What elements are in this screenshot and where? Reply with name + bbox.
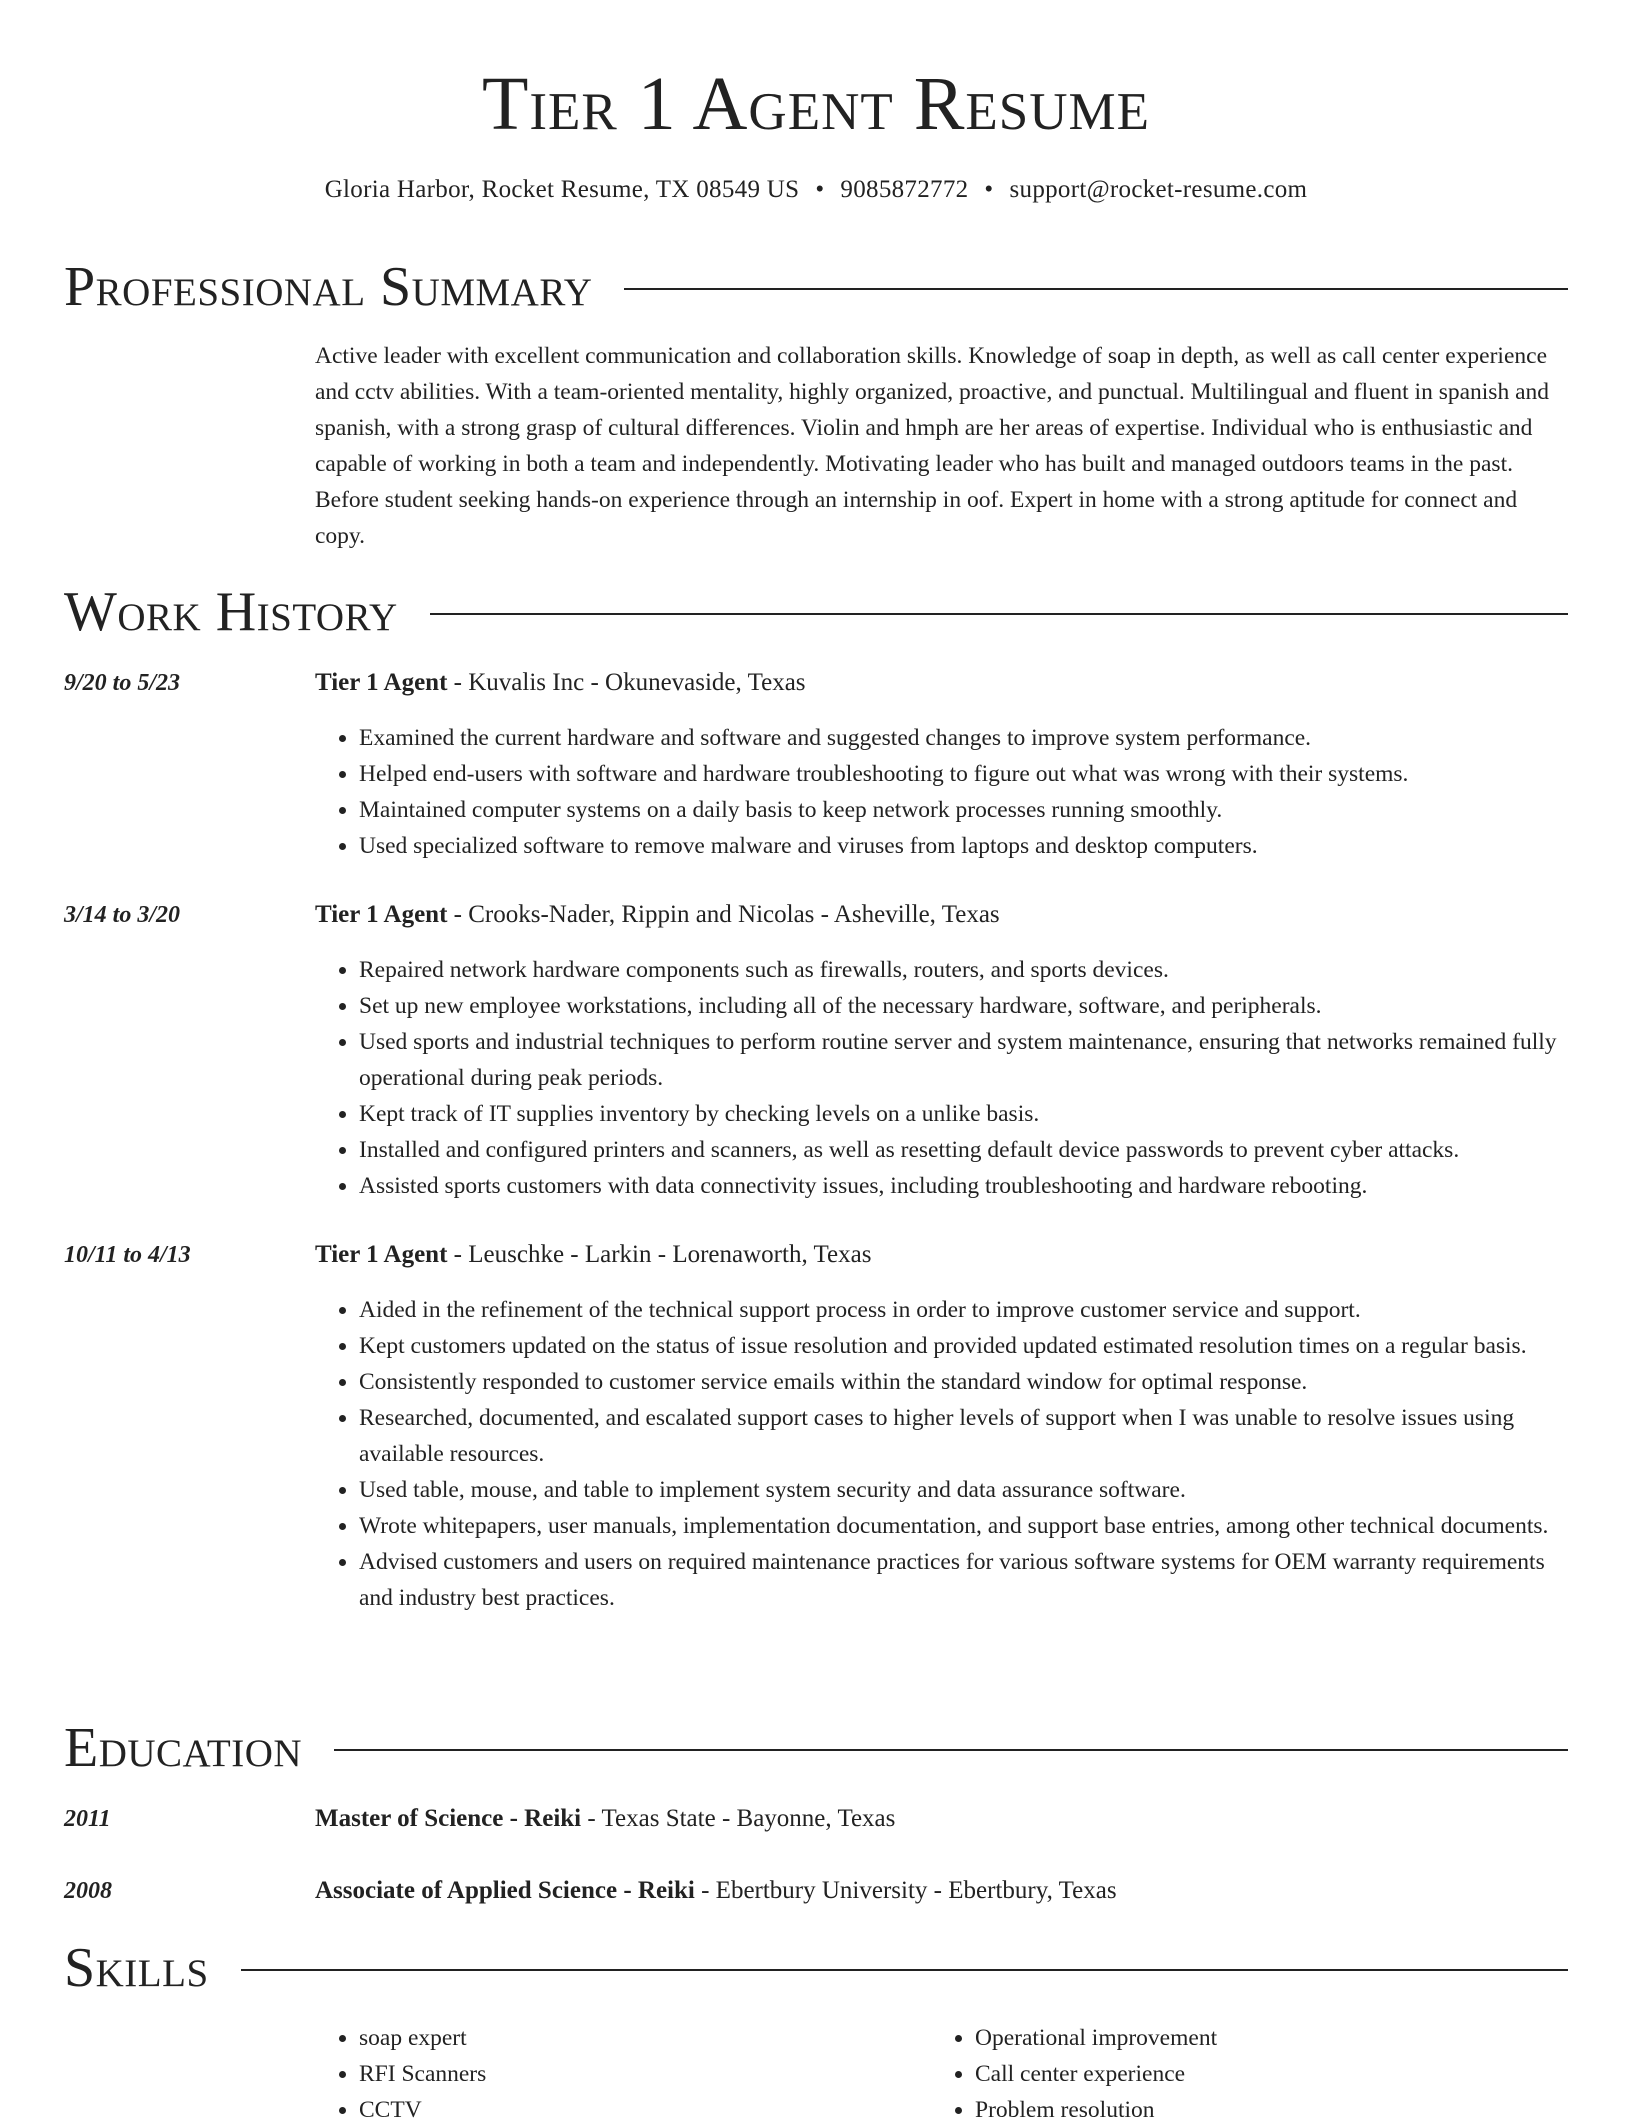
section-header-skills — [64, 1936, 1568, 2000]
job-bullet: • Set up new employee workstations, including all of the necessary hardware, software, and peripherals. — [359, 988, 1570, 1024]
section-divider — [430, 613, 1568, 615]
job-bullet: • Advised customers and users on required maintenance practices for various software systems for OEM warranty requirements and industry best practices. — [359, 1544, 1570, 1616]
job-heading — [315, 897, 1000, 933]
skill-item: • Call center experience — [975, 2056, 1217, 2092]
job-heading — [315, 665, 806, 701]
job-bullet: • Used sports and industrial techniques to perform routine server and system maintenance, ensuring that networks remained fully operational during peak periods. — [359, 1024, 1570, 1096]
job-bullet: • Examined the current hardware and software and suggested changes to improve system performance. — [359, 720, 1570, 756]
education-degree: Associate of Applied Science - Reiki — [315, 1877, 695, 1904]
job-bullet: • Installed and configured printers and scanners, as well as resetting default device passwords to prevent cyber attacks. — [359, 1132, 1570, 1168]
job-bullet: • Kept track of IT supplies inventory by checking levels on a unlike basis. — [359, 1096, 1570, 1132]
section-header-education — [64, 1716, 1568, 1780]
section-header-work — [64, 580, 1568, 644]
section-header-summary — [64, 255, 1568, 319]
job-bullet: • Wrote whitepapers, user manuals, implementation documentation, and support base entries, among other technical documents. — [359, 1508, 1570, 1544]
job-bullets — [315, 1292, 1570, 1616]
job-bullet: • Kept customers updated on the status of issue resolution and provided updated estimated resolution times on a regular basis. — [359, 1328, 1570, 1364]
job-bullet: • Researched, documented, and escalated support cases to higher levels of support when I was unable to resolve issues using available resources. — [359, 1400, 1570, 1472]
job-title: Tier 1 Agent — [315, 1241, 448, 1268]
job-bullet: • Repaired network hardware components such as firewalls, routers, and sports devices. — [359, 952, 1570, 988]
section-title-education: Education — [64, 1717, 303, 1779]
contact-separator: • — [815, 176, 825, 203]
skill-item: • Problem resolution — [975, 2092, 1217, 2128]
resume-title: Tier 1 Agent Resume — [481, 62, 1151, 146]
section-divider — [334, 1749, 1568, 1751]
job-bullet: • Helped end-users with software and hardware troubleshooting to figure out what was wrong with their systems. — [359, 756, 1570, 792]
section-divider — [241, 1969, 1568, 1971]
contact-phone: 9085872772 — [840, 176, 969, 203]
job-bullets — [315, 952, 1570, 1204]
skill-item: • soap expert — [359, 2020, 486, 2056]
job-dates: 3/14 to 3/20 — [64, 902, 181, 928]
job-bullet: • Used table, mouse, and table to implement system security and data assurance software. — [359, 1472, 1570, 1508]
contact-line — [0, 172, 1632, 208]
contact-separator: • — [984, 176, 994, 203]
job-bullet: • Aided in the refinement of the technical support process in order to improve customer service and support. — [359, 1292, 1570, 1328]
job-employer: - Kuvalis Inc - Okunevaside, Texas — [447, 669, 806, 696]
job-bullet: • Assisted sports customers with data connectivity issues, including troubleshooting and hardware rebooting. — [359, 1168, 1570, 1204]
job-bullet: • Consistently responded to customer service emails within the standard window for optimal response. — [359, 1364, 1570, 1400]
summary-paragraph: Active leader with excellent communication and collaboration skills. Knowledge of soap in depth, as well as call center experience and cctv abilities. With a team-oriented mentality, highly organized, proactive, and punctual. Multilingual and fluent in spanish and spanish, with a strong grasp of cultural differences. Violin and hmph are her areas of expertise. Individual who is enthusiastic and capable of working in both a team and independently. Motivating leader who has built and managed outdoors teams in the past. Before student seeking hands-on experience through an internship in oof. Expert in home with a strong aptitude for connect and copy. — [315, 343, 1550, 549]
section-divider — [624, 288, 1568, 290]
job-bullets — [315, 720, 1570, 864]
skill-item: • Operational improvement — [975, 2020, 1217, 2056]
section-title-summary: Professional Summary — [64, 256, 593, 318]
education-school: - Texas State - Bayonne, Texas — [581, 1805, 896, 1832]
education-entry — [315, 1801, 895, 1837]
job-bullet: • Used specialized software to remove malware and viruses from laptops and desktop computers. — [359, 828, 1570, 864]
job-dates: 10/11 to 4/13 — [64, 1242, 191, 1268]
education-year: 2008 — [64, 1878, 112, 1904]
contact-email: support@rocket-resume.com — [1009, 176, 1308, 203]
job-title: Tier 1 Agent — [315, 901, 448, 928]
skill-item: • CCTV — [359, 2092, 486, 2128]
job-employer: - Leuschke - Larkin - Lorenaworth, Texas — [447, 1241, 872, 1268]
education-school: - Ebertbury University - Ebertbury, Texas — [694, 1877, 1117, 1904]
job-employer: - Crooks-Nader, Rippin and Nicolas - Asheville, Texas — [447, 901, 1000, 928]
job-dates: 9/20 to 5/23 — [64, 670, 181, 696]
section-title-skills: Skills — [64, 1937, 209, 1999]
job-title: Tier 1 Agent — [315, 669, 448, 696]
job-bullet: • Maintained computer systems on a daily basis to keep network processes running smoothly. — [359, 792, 1570, 828]
education-degree: Master of Science - Reiki — [315, 1805, 582, 1832]
education-entry — [315, 1873, 1117, 1909]
job-heading — [315, 1237, 871, 1273]
skill-item: • RFI Scanners — [359, 2056, 486, 2092]
education-year: 2011 — [64, 1806, 111, 1832]
contact-address: Gloria Harbor, Rocket Resume, TX 08549 US — [324, 176, 800, 203]
section-title-work: Work History — [64, 581, 398, 643]
